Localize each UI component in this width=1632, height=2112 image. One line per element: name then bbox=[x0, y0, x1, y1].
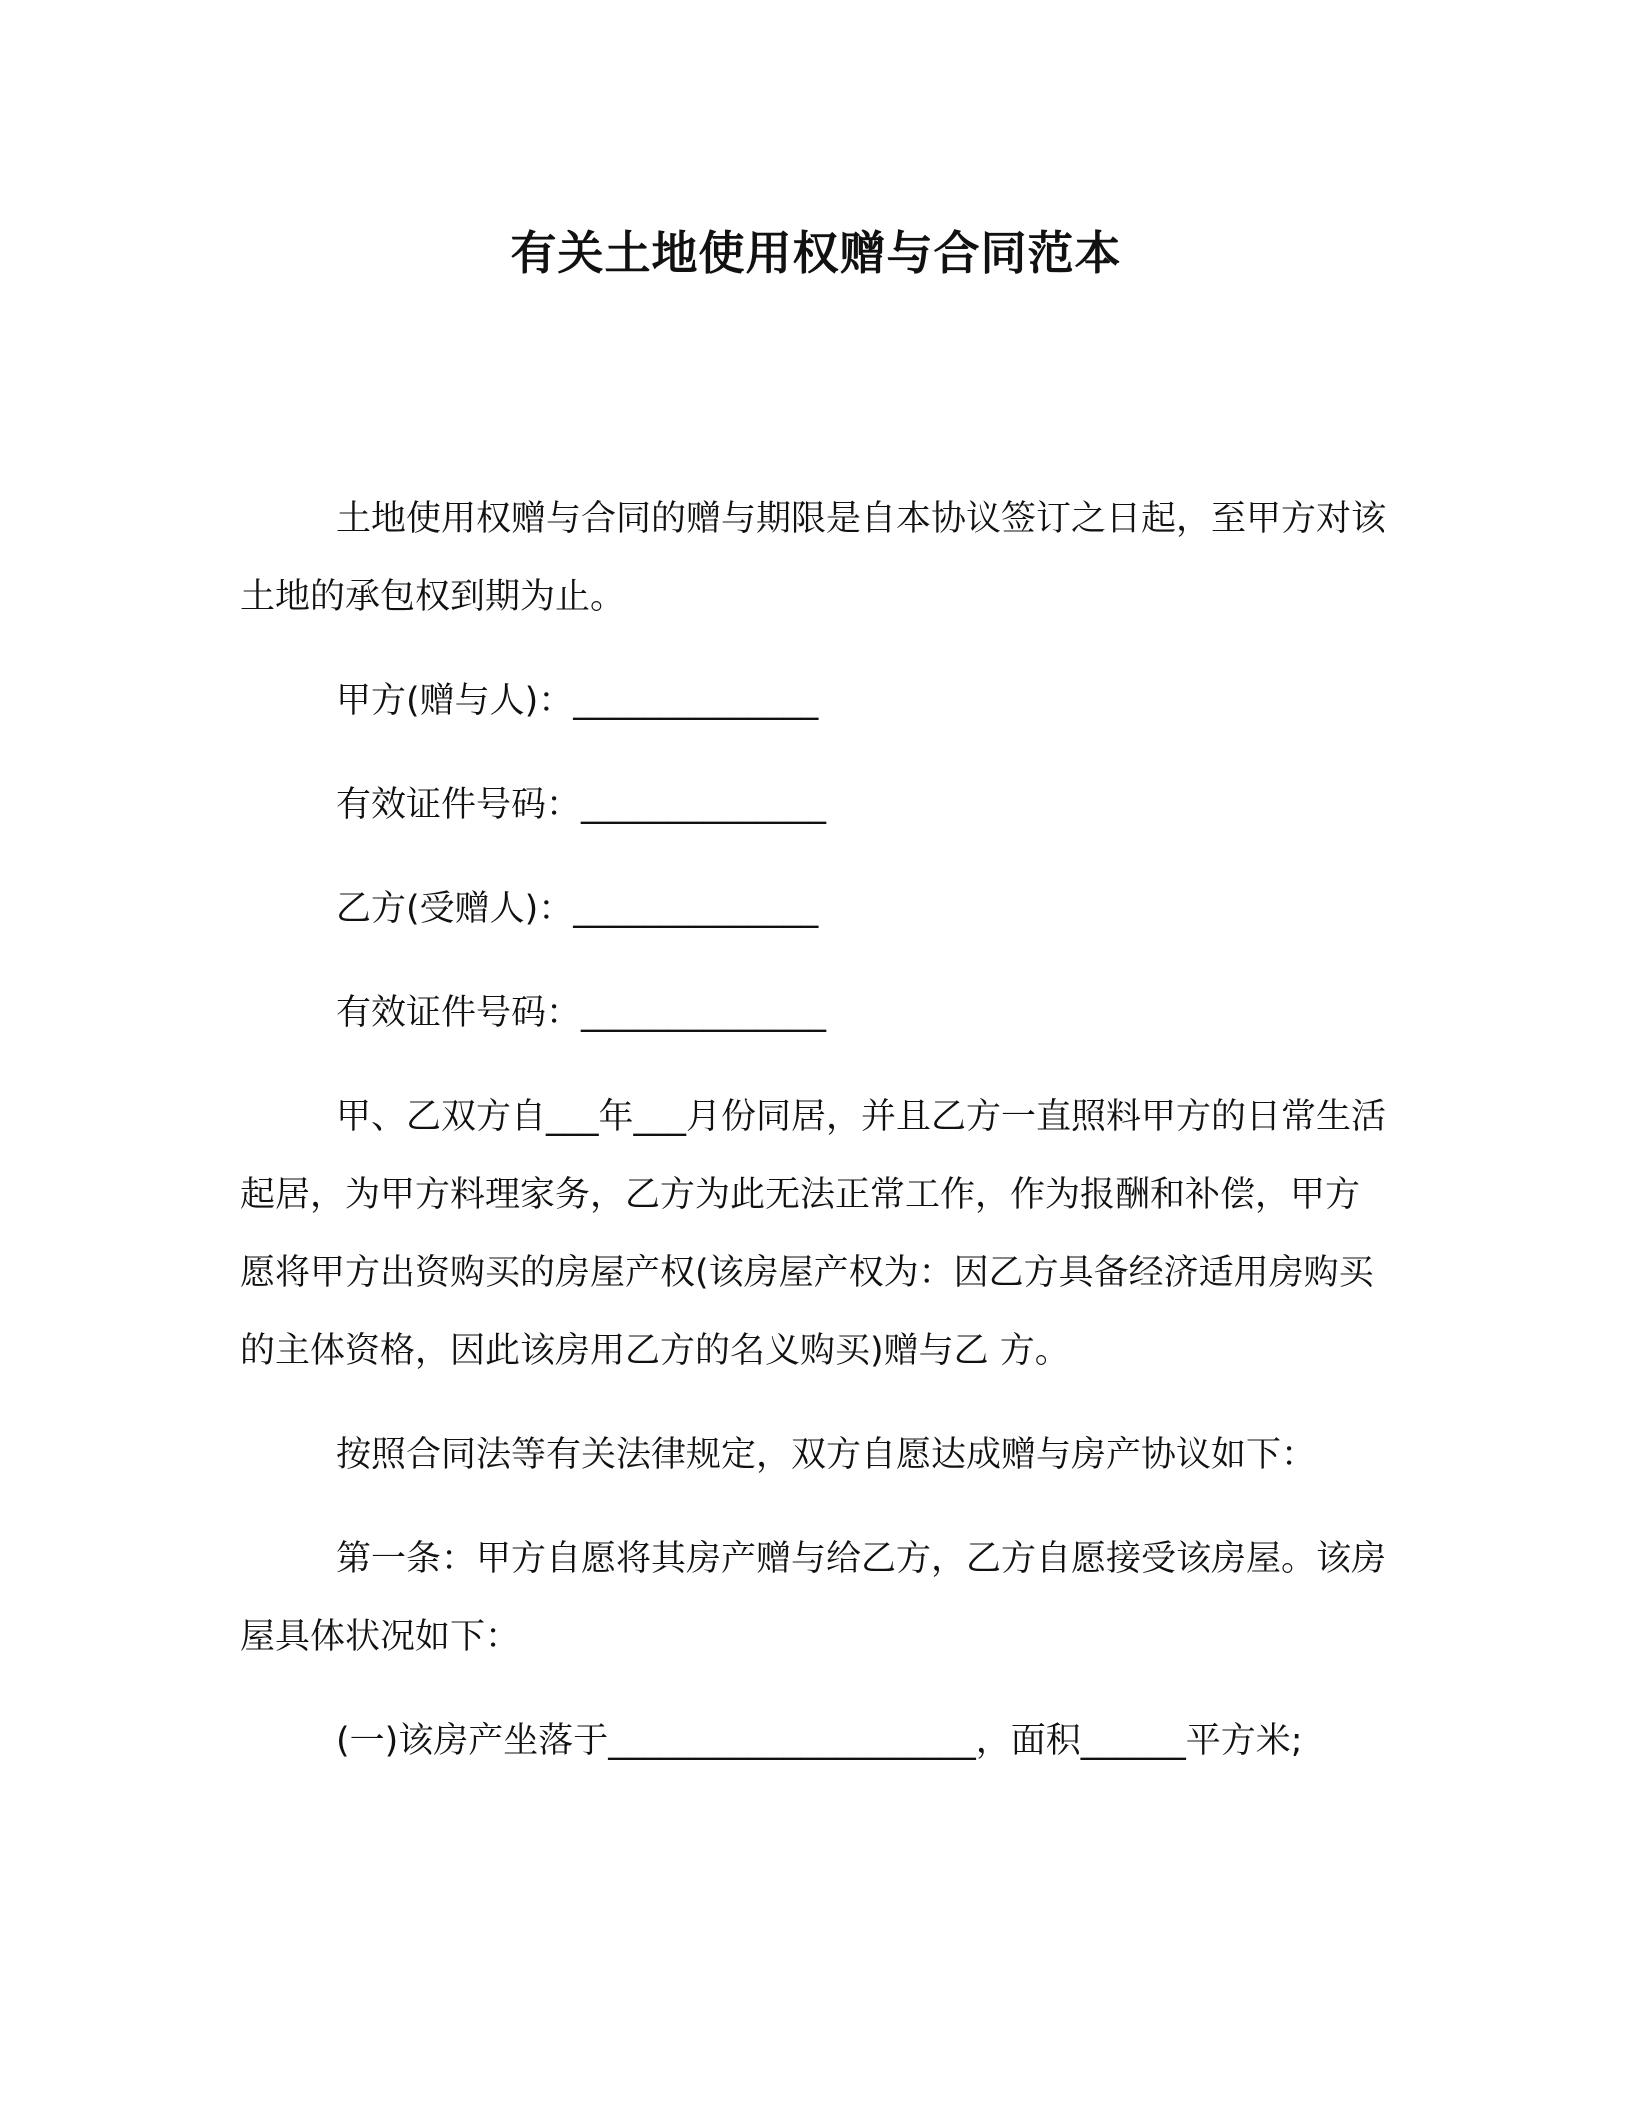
field-party-a-id-number: 有效证件号码：______________ bbox=[336, 785, 827, 825]
paragraph-article-one: 第一条：甲方自愿将其房产赠与给乙方，乙方自愿接受该房屋。该房屋具体状况如下： bbox=[240, 1539, 1387, 1657]
paragraph-background: 甲、乙双方自___年___月份同居，并且乙方一直照料甲方的日常生活起居，为甲方料理家务，乙方为此无法正常工作，作为报酬和补偿，甲方愿将甲方出资购买的房屋产权(该房屋产权为：因乙方具备经济适用房购买的主体资格，因此该房用乙方的名义购买)赠与乙 方。 bbox=[240, 1097, 1387, 1371]
document-body bbox=[240, 480, 1388, 1806]
document-title: 有关土地使用权赠与合同范本 bbox=[510, 226, 1122, 280]
paragraph-property-location: (一)该房产坐落于_____________________，面积______平方米; bbox=[336, 1721, 1303, 1761]
field-party-a-donor: 甲方(赠与人)：______________ bbox=[336, 681, 819, 721]
field-party-b-id-number: 有效证件号码：______________ bbox=[336, 993, 827, 1033]
paragraph-agreement-intro: 按照合同法等有关法律规定，双方自愿达成赠与房产协议如下： bbox=[336, 1435, 1317, 1475]
paragraph-gift-term: 土地使用权赠与合同的赠与期限是自本协议签订之日起，至甲方对该土地的承包权到期为止。 bbox=[240, 499, 1387, 617]
field-party-b-donee: 乙方(受赠人)：______________ bbox=[336, 889, 819, 929]
